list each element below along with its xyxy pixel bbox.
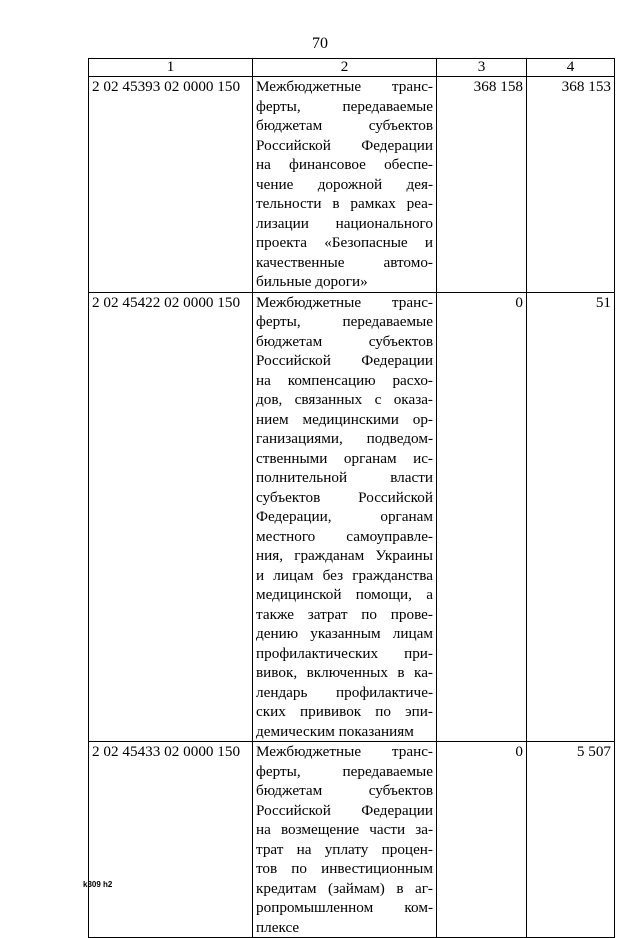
amount-col-3-cell: 0 — [437, 742, 527, 938]
description-line: Российской Федерации — [256, 801, 433, 819]
description-line: трат на уплату процен- — [256, 840, 433, 858]
header-col-3: 3 — [437, 59, 527, 77]
description-line: ских прививок по эпи- — [256, 703, 433, 720]
description-line: ферты, передаваемые — [256, 97, 433, 115]
description-line: вивок, включенных в ка- — [256, 664, 433, 681]
description-line: Межбюджетные транс- — [256, 743, 433, 760]
description-line: плексе — [256, 918, 300, 936]
page-number: 70 — [312, 35, 328, 52]
footer-code: k309 h2 — [83, 880, 113, 889]
description-line: местного самоуправле- — [256, 527, 433, 545]
description-line: Российской Федерации — [256, 136, 433, 154]
amount-col-4-cell: 368 153 — [527, 77, 615, 293]
amount-col-4-cell: 5 507 — [527, 742, 615, 938]
description-line: ферты, передаваемые — [256, 313, 433, 330]
description-line: демическим показаниям — [256, 722, 414, 740]
description-line: бюджетам субъектов — [256, 117, 433, 134]
description-line: дов, связанных с оказа- — [256, 391, 433, 408]
description-line: Межбюджетные транс- — [256, 78, 433, 95]
amount-col-3-cell: 368 158 — [437, 77, 527, 293]
description-line: лендарь профилактиче- — [256, 683, 433, 701]
description-line: субъектов Российской — [256, 488, 433, 506]
amount-col-3-cell: 0 — [437, 292, 527, 742]
table-row — [89, 292, 615, 742]
description-line: ния, гражданам Украины — [256, 547, 433, 564]
description-line: бюджетам субъектов — [256, 782, 433, 799]
description-line: проекта «Безопасные и — [256, 234, 433, 251]
description-line: ропромышленном ком- — [256, 899, 433, 916]
description-line: тов по инвестиционным — [256, 860, 433, 877]
description-line: на возмещение части за- — [256, 821, 433, 838]
description-line: медицинской помощи, а — [256, 586, 433, 603]
description-line: на компенсацию расхо- — [256, 371, 433, 389]
description-line: профилактических при- — [256, 644, 433, 662]
amount-col-4-cell: 51 — [527, 292, 615, 742]
description-line: лизации национального — [256, 214, 433, 232]
description-line: Российской Федерации — [256, 352, 433, 369]
header-col-4: 4 — [527, 59, 615, 77]
description-line: Межбюджетные транс- — [256, 293, 433, 311]
description-line: чение дорожной дея- — [256, 175, 433, 193]
header-col-1: 1 — [89, 59, 253, 77]
description-line: бюджетам субъектов — [256, 332, 433, 350]
description-line: на финансовое обеспе- — [256, 156, 433, 173]
budget-code-cell: 2 02 45422 02 0000 150 — [89, 292, 253, 742]
description-cell — [253, 292, 437, 742]
description-line: и лицам без гражданства — [256, 566, 433, 584]
table-body — [89, 77, 615, 938]
description-line: кредитам (займам) в аг- — [256, 879, 433, 897]
description-line: ганизациями, подведом- — [256, 430, 433, 447]
description-line: тельности в рамках реа- — [256, 195, 433, 212]
header-col-2: 2 — [253, 59, 437, 77]
budget-table — [88, 58, 615, 938]
description-cell — [253, 77, 437, 293]
description-line: ферты, передаваемые — [256, 762, 433, 780]
table-row — [89, 742, 615, 938]
description-line: качественные автомо- — [256, 253, 433, 271]
table-row — [89, 77, 615, 293]
description-line: нием медицинскими ор- — [256, 410, 433, 428]
description-line: полнительной власти — [256, 469, 433, 486]
budget-code-cell: 2 02 45433 02 0000 150 — [89, 742, 253, 938]
description-line: Федерации, органам — [256, 508, 433, 525]
description-line: дению указанным лицам — [256, 625, 433, 642]
description-cell — [253, 742, 437, 938]
description-line: бильные дороги» — [256, 273, 368, 290]
table-header-row — [89, 59, 615, 77]
description-line: ственными органам ис- — [256, 449, 433, 467]
budget-code-cell: 2 02 45393 02 0000 150 — [89, 77, 253, 293]
description-line: также затрат по прове- — [256, 605, 433, 623]
